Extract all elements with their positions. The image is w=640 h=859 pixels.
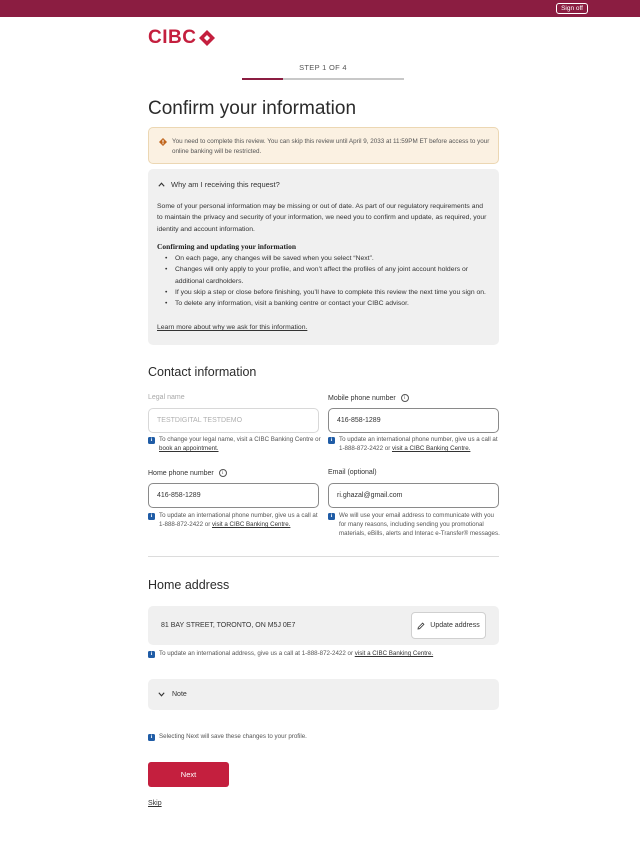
why-bullet-list (157, 253, 489, 309)
info-tooltip-icon[interactable]: i (219, 469, 227, 477)
mobile-phone-field[interactable]: 416-858-1289 (328, 408, 499, 433)
update-address-button[interactable] (411, 612, 486, 639)
info-icon: i (148, 734, 155, 741)
info-icon: i (148, 437, 155, 444)
cibc-logo[interactable] (148, 28, 215, 48)
page-title: Confirm your information (148, 98, 357, 119)
address-card (148, 606, 499, 645)
pencil-icon (417, 622, 425, 630)
chevron-down-icon (158, 692, 165, 697)
mobile-phone-hint: i To update an international phone number, give us a call at 1-888-872-2422 or visit a CIBC Banking Centre. (328, 436, 500, 454)
chevron-up-icon (158, 182, 165, 187)
top-bar (0, 0, 640, 17)
email-hint: i We will use your email address to communicate with you for many reasons, including sending you promotional materials, eBills, alerts and Interac e-Transfer® messages. (328, 512, 500, 538)
why-toggle[interactable] (158, 180, 280, 189)
home-phone-field[interactable]: 416-858-1289 (148, 483, 319, 508)
step-indicator: STEP 1 OF 4 (299, 63, 347, 72)
home-phone-label: Home phone number i (148, 469, 227, 477)
warning-banner (148, 127, 499, 164)
legal-name-label: Legal name (148, 394, 185, 401)
visit-banking-centre-link[interactable]: visit a CIBC Banking Centre. (354, 650, 434, 657)
skip-link[interactable]: Skip (148, 800, 162, 807)
email-field[interactable]: ri.ghazal@gmail.com (328, 483, 499, 508)
save-hint: i Selecting Next will save these changes to your profile. (148, 733, 499, 742)
sign-off-button[interactable]: Sign off (556, 3, 588, 14)
legal-name-hint: i To change your legal name, visit a CIBC Banking Centre or book an appointment. (148, 436, 323, 454)
home-phone-hint: i To update an international phone number, give us a call at 1-888-872-2422 or visit a CIBC Banking Centre. (148, 512, 320, 530)
info-icon: i (148, 513, 155, 520)
progress-track (242, 78, 404, 80)
info-tooltip-icon[interactable]: i (401, 394, 409, 402)
why-heading: Why am I receiving this request? (171, 180, 280, 189)
address-section-title: Home address (148, 578, 230, 592)
next-button[interactable]: Next (148, 762, 229, 787)
book-appointment-link[interactable]: book an appointment. (159, 444, 219, 452)
why-subheading: Confirming and updating your information (157, 242, 297, 251)
list-item: • On each page, any changes will be saved when you select “Next”. (157, 253, 489, 264)
info-icon: i (328, 513, 335, 520)
info-icon: i (148, 651, 155, 658)
legal-name-field: TESTDIGITAL TESTDEMO (148, 408, 319, 433)
mobile-phone-label: Mobile phone number i (328, 394, 409, 402)
brand-name: CIBC (148, 27, 197, 48)
note-label: Note (172, 691, 187, 698)
address-hint: i To update an international address, give us a call at 1-888-872-2422 or visit a CIBC Banking Centre. (148, 650, 508, 659)
why-panel (148, 169, 499, 345)
update-address-label: Update address (430, 622, 480, 629)
visit-banking-centre-link[interactable]: visit a CIBC Banking Centre. (391, 444, 471, 452)
list-item: • To delete any information, visit a banking centre or contact your CIBC advisor. (157, 298, 489, 309)
visit-banking-centre-link[interactable]: visit a CIBC Banking Centre. (211, 520, 291, 528)
why-intro: Some of your personal information may be missing or out of date. As part of our regulatory requirements and to maintain the privacy and security of your information, we need you to confirm and update, as required, your identity and account information. (157, 203, 487, 233)
warning-diamond-icon (159, 138, 167, 146)
section-divider (148, 556, 499, 557)
list-item: • If you skip a step or close before finishing, you’ll have to complete this review the next time you sign on. (157, 287, 489, 298)
contact-section-title: Contact information (148, 365, 257, 379)
warning-text: You need to complete this review. You can skip this review until April 9, 2033 at 11:59PM ET before access to your online banking will be restricted. (172, 138, 490, 155)
address-value: 81 BAY STREET, TORONTO, ON M5J 0E7 (161, 622, 296, 629)
progress-fill (242, 78, 283, 80)
info-icon: i (328, 437, 335, 444)
learn-more-link[interactable]: Learn more about why we ask for this information. (157, 324, 308, 331)
cibc-diamond-icon (199, 30, 215, 46)
email-label: Email (optional) (328, 469, 377, 476)
note-toggle[interactable] (148, 679, 499, 710)
list-item: • Changes will only apply to your profile, and won’t affect the profiles of any joint account holders or additional cardholders. (157, 264, 489, 287)
